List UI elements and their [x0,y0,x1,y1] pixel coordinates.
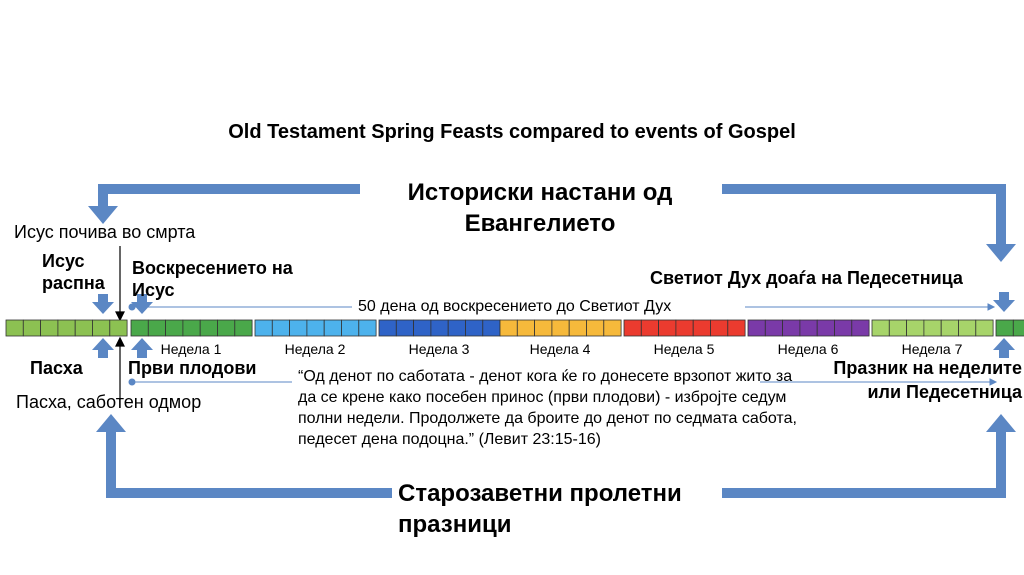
day-cell [466,320,483,336]
day-cell [359,320,376,336]
day-cell [307,320,324,336]
day-cell [396,320,413,336]
day-cell [1013,320,1024,336]
day-cell [569,320,586,336]
bottom-right-bracket-bar [722,488,1006,498]
week-label-6: Недела 6 [777,341,839,357]
first-fruits-label: Први плодови [128,358,257,378]
day-cell [659,320,676,336]
day-cell [58,320,75,336]
day-cell [783,320,800,336]
week-block-3 [379,320,500,336]
day-cell [23,320,40,336]
gospel-events-heading: Историски настани од Евангелието [407,179,673,237]
spring-feasts-heading: Старозаветни пролетни празници [398,480,682,538]
week-block-5 [624,320,745,336]
top-left-bracket-stem [98,184,108,208]
day-cell [835,320,852,336]
top-left-bracket-bar [98,184,360,194]
day-cell [907,320,924,336]
day-cell [218,320,235,336]
day-cell [235,320,252,336]
top-right-bracket-bar [722,184,1006,194]
day-cell [342,320,359,336]
top-right-bracket-stem [996,184,1006,244]
day-cell [941,320,958,336]
day-cell [996,320,1013,336]
week-label-2: Недела 2 [284,341,346,357]
passover-week-block [6,320,127,336]
day-cell [852,320,869,336]
bottom-left-bracket-head [96,414,126,432]
day-cell [255,320,272,336]
fifty-days-label: 50 дена од воскресението до Светиот Дух [358,298,672,315]
pentecost-block [996,320,1024,336]
passover-label: Пасха [30,358,83,378]
first-fruits-arrow-dot [129,379,135,385]
day-cell [693,320,710,336]
day-cell [131,320,148,336]
week-block-1 [131,320,252,336]
day-cell [959,320,976,336]
day-cell [676,320,693,336]
day-cell [517,320,534,336]
day-cell [535,320,552,336]
crucified-label: Исус распна [42,251,105,293]
day-cell [711,320,728,336]
bottom-right-bracket-head [986,414,1016,432]
day-cell [483,320,500,336]
bottom-left-bracket-stem [106,430,116,498]
day-cell [148,320,165,336]
jesus-rests-label: Исус почива во смрта [14,222,196,242]
day-cell [448,320,465,336]
day-cell [272,320,289,336]
day-cell [728,320,745,336]
day-cell [379,320,396,336]
day-cell [183,320,200,336]
day-cell [587,320,604,336]
day-cell [889,320,906,336]
day-cell [6,320,23,336]
day-cell [290,320,307,336]
week-block-4 [500,320,621,336]
feast-of-weeks-label: Празник на неделите или Педесетница [833,358,1022,402]
week-block-6 [748,320,869,336]
resurrection-label: Воскресението на Исус [132,258,293,300]
day-cell [800,320,817,336]
day-cell [817,320,834,336]
week-block-7 [872,320,993,336]
day-cell [200,320,217,336]
day-cell [110,320,127,336]
day-cell [552,320,569,336]
week-block-2 [255,320,376,336]
day-cell [324,320,341,336]
day-cell [500,320,517,336]
day-cell [872,320,889,336]
day-cell [75,320,92,336]
day-cell [431,320,448,336]
holy-spirit-label: Светиот Дух доаѓа на Педесетница [650,268,963,288]
bottom-left-bracket-bar [106,488,392,498]
day-cell [976,320,993,336]
day-cell [765,320,782,336]
week-label-7: Недела 7 [901,341,963,357]
day-cell [41,320,58,336]
day-cell [624,320,641,336]
week-label-5: Недела 5 [653,341,715,357]
day-cell [414,320,431,336]
week-label-1: Недела 1 [160,341,222,357]
bottom-right-bracket-stem [996,430,1006,498]
day-cell [924,320,941,336]
week-label-3: Недела 3 [408,341,470,357]
day-cell [166,320,183,336]
leviticus-quote: “Од денот по саботата - денот кога ќе го донесете врзопот жито за да се крене како посебен принос (први плодови) - избројте седум полни недели. Продолжете да броите до денот по седмата сабота, педесет дена подоцна.” (Левит 23:15-16) [298,368,797,448]
day-cell [604,320,621,336]
slide-title: Old Testament Spring Feasts compared to events of Gospel [228,121,796,143]
passover-sabbath-label: Пасха, саботен одмор [16,392,202,412]
top-right-bracket-head [986,244,1016,262]
day-cell [93,320,110,336]
day-cell [748,320,765,336]
week-label-4: Недела 4 [529,341,591,357]
day-cell [641,320,658,336]
